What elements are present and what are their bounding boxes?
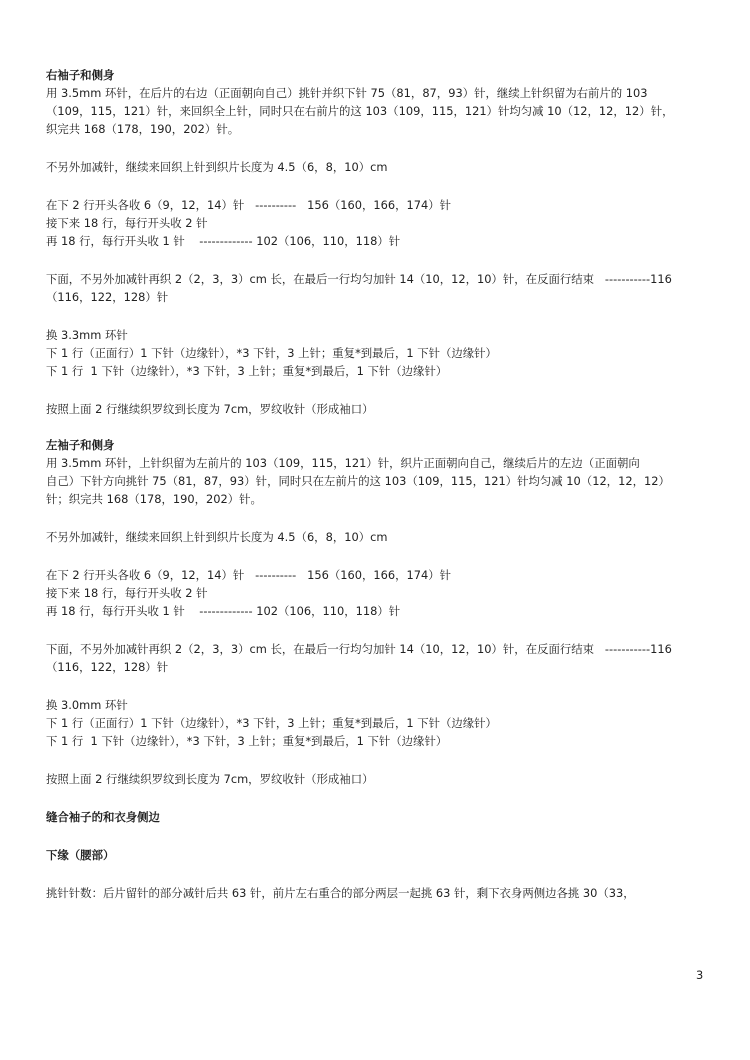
- paragraph-line: 再 18 行，每行开头收 1 针 ------------- 102（106，110，118）针: [46, 604, 401, 618]
- section-heading-right-sleeve: 右袖子和侧身: [46, 68, 115, 82]
- paragraph-line: 下 1 行 1 下针（边缘针），*3 下针，3 上针；重复*到最后，1 下针（边缘针）: [46, 364, 448, 378]
- paragraph-line: 挑针针数：后片留针的部分减针后共 63 针，前片左右重合的部分两层一起挑 63 针，剩下衣身两侧边各挑 30（33，: [46, 886, 635, 900]
- paragraph-line: 用 3.5mm 环针，上针织留为左前片的 103（109，115，121）针，织片正面朝向自己，继续后片的左边（正面朝向: [46, 456, 640, 470]
- page-number: 3: [696, 968, 704, 982]
- paragraph-line: 织完共 168（178，190，202）针。: [46, 122, 240, 136]
- paragraph-line: （116，122，128）针: [46, 660, 169, 674]
- paragraph-line: 按照上面 2 行继续织罗纹到长度为 7cm，罗纹收针（形成袖口）: [46, 772, 374, 786]
- paragraph-line: 不另外加减针，继续来回织上针到织片长度为 4.5（6，8，10）cm: [46, 530, 388, 544]
- paragraph-line: 换 3.3mm 环针: [46, 328, 128, 342]
- paragraph-line: 再 18 行，每行开头收 1 针 ------------- 102（106，110，118）针: [46, 234, 401, 248]
- page-content: [46, 66, 706, 902]
- paragraph-line: 在下 2 行开头各收 6（9，12，14）针 ---------- 156（160，166，174）针: [46, 568, 452, 582]
- paragraph-line: 下 1 行（正面行）1 下针（边缘针），*3 下针，3 上针；重复*到最后，1 下针（边缘针）: [46, 716, 497, 730]
- paragraph-line: （116，122，128）针: [46, 290, 169, 304]
- section-heading-seam: 缝合袖子的和衣身侧边: [46, 810, 160, 824]
- paragraph-line: 不另外加减针，继续来回织上针到织片长度为 4.5（6，8，10）cm: [46, 160, 388, 174]
- paragraph-line: 用 3.5mm 环针，在后片的右边（正面朝向自己）挑针并织下针 75（81，87，93）针，继续上针织留为右前片的 103: [46, 86, 648, 100]
- paragraph-line: 下 1 行（正面行）1 下针（边缘针），*3 下针，3 上针；重复*到最后，1 下针（边缘针）: [46, 346, 497, 360]
- paragraph-line: 接下来 18 行，每行开头收 2 针: [46, 586, 208, 600]
- paragraph-line: 针；织完共 168（178，190，202）针。: [46, 492, 262, 506]
- paragraph-line: 下 1 行 1 下针（边缘针），*3 下针，3 上针；重复*到最后，1 下针（边缘针）: [46, 734, 448, 748]
- section-heading-left-sleeve: 左袖子和侧身: [46, 438, 115, 452]
- paragraph-line: 自己）下针方向挑针 75（81，87，93）针，同时只在左前片的这 103（109，115，121）针均匀减 10（12，12，12）: [46, 474, 670, 488]
- paragraph-line: 下面，不另外加减针再织 2（2，3，3）cm 长，在最后一行均匀加针 14（10，12，10）针，在反面行结束 -----------116: [46, 272, 672, 286]
- section-heading-hem: 下缘（腰部）: [46, 848, 115, 862]
- paragraph-line: 下面，不另外加减针再织 2（2，3，3）cm 长，在最后一行均匀加针 14（10，12，10）针，在反面行结束 -----------116: [46, 642, 672, 656]
- paragraph-line: 接下来 18 行，每行开头收 2 针: [46, 216, 208, 230]
- paragraph-line: （109，115，121）针，来回织全上针，同时只在右前片的这 103（109，115，121）针均匀减 10（12，12，12）针，: [46, 104, 674, 118]
- paragraph-line: 在下 2 行开头各收 6（9，12，14）针 ---------- 156（160，166，174）针: [46, 198, 452, 212]
- paragraph-line: 按照上面 2 行继续织罗纹到长度为 7cm，罗纹收针（形成袖口）: [46, 402, 374, 416]
- paragraph-line: 换 3.0mm 环针: [46, 698, 128, 712]
